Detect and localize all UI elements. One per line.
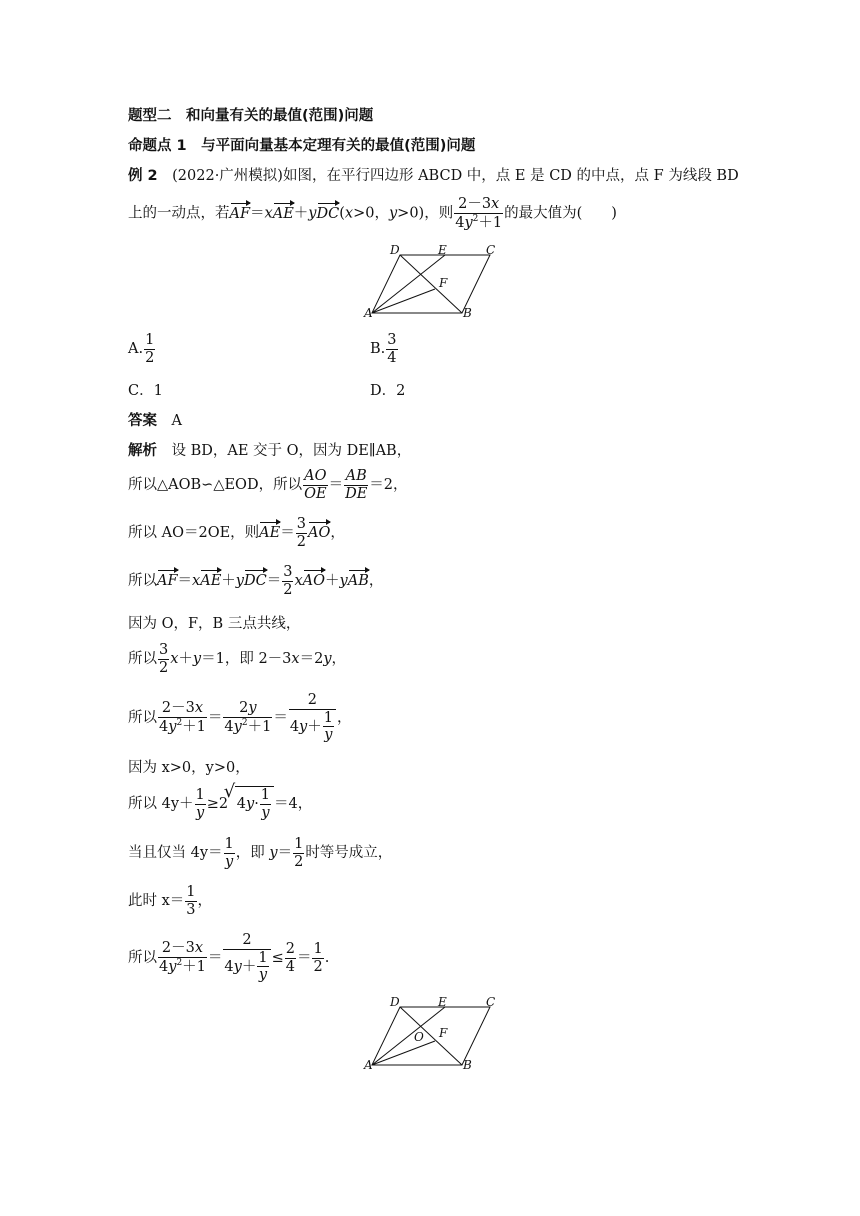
example-label: 例 2 [128, 168, 158, 184]
figure2-label-E: E [438, 995, 447, 1009]
section-heading: 题型二 和向量有关的最值(范围)问题 [128, 108, 374, 124]
option-a: A. $\frac{1}{2}$ [128, 332, 155, 366]
figure1-label-A: A [364, 306, 373, 320]
figure2-label-A: A [364, 1058, 373, 1072]
option-c: C．1 [128, 383, 163, 399]
solution-line-10: 当且仅当 4y＝ $\frac{1}{y}$ ，即 y＝ $\frac{1}{2}$ 时等号成立， [128, 836, 393, 870]
solution-line-12: 所以 $\frac{2-3x}{4y^2+1}$ ＝ 2 4y＋ $\frac{1}{y}$ ≤ $\frac{2}{4}$ ＝ $\frac{1}{2}$ . [128, 932, 330, 984]
figure1-label-B: B [463, 306, 472, 320]
parallelogram-figure-2 [362, 995, 502, 1073]
example-line-2: 上的一动点，若AF＝xAE＋yDC(x>0，y>0)，则 $\frac{2-3x}{4y^2+1}$ 的最大值为( ) [128, 196, 617, 231]
figure1-label-F: F [439, 276, 448, 290]
figure1-label-C: C [486, 243, 496, 257]
answer-value: A [171, 413, 182, 429]
solution-line-1: 解析 设 BD，AE 交于 O，因为 DE∥AB， [128, 443, 412, 459]
subsection-heading: 命题点 1 与平面向量基本定理有关的最值(范围)问题 [128, 138, 476, 154]
solution-line-11: 此时 x＝ $\frac{1}{3}$ ， [128, 884, 213, 918]
option-d: D．2 [370, 383, 406, 399]
figure1-label-D: D [390, 243, 400, 257]
solution-line-4: 所以AF＝xAE＋yDC＝ $\frac{3}{2}$ xAO＋yAB， [128, 564, 384, 598]
example-line-1 [128, 164, 739, 185]
solution-line-3: 所以 AO＝2OE，则AE＝ $\frac{3}{2}$ AO， [128, 516, 345, 550]
figure2-label-D: D [390, 995, 400, 1009]
figure2-label-C: C [486, 995, 496, 1009]
solution-line-2: 所以△AOB∽△EOD，所以 $\frac{AO}{OE}$ ＝ $\frac{AB}{DE}$ ＝2， [128, 468, 408, 502]
solution-line-7: 所以 $\frac{2-3x}{4y^2+1}$ ＝ $\frac{2y}{4y^2+1}$ ＝ 2 4y＋ $\frac{1}{y}$ ， [128, 692, 352, 744]
figure2-label-F: F [439, 1026, 448, 1040]
figure2-label-O: O [414, 1030, 424, 1044]
example-fraction: $\frac{2-3x}{4y^2+1}$ [455, 196, 503, 231]
option-b: B. $\frac{3}{4}$ [370, 332, 397, 366]
solution-line-5: 因为 O，F，B 三点共线， [128, 616, 301, 632]
solution-line-9: 所以 4y＋ $\frac{1}{y}$ ≥2 √ 4y· $\frac{1}{y}$ ＝4， [128, 786, 312, 821]
answer-line [128, 409, 182, 430]
figure2-label-B: B [463, 1058, 472, 1072]
figure1-label-E: E [438, 243, 447, 257]
parallelogram-figure-1 [362, 243, 502, 321]
solution-line-8: 因为 x>0，y>0， [128, 760, 250, 776]
example-text-1: (2022·广州模拟)如图，在平行四边形 ABCD 中，点 E 是 CD 的中点，点 F 为线段 BD [172, 168, 739, 184]
example-text-2-prefix: 上的一动点，若 [128, 205, 230, 222]
answer-label: 答案 [128, 413, 157, 429]
solution-label: 解析 [128, 443, 157, 459]
solution-line-6: 所以 $\frac{3}{2}$ x＋y＝1，即 2－3x＝2y， [128, 642, 347, 676]
example-text-2-suffix: 的最大值为( ) [504, 205, 617, 222]
